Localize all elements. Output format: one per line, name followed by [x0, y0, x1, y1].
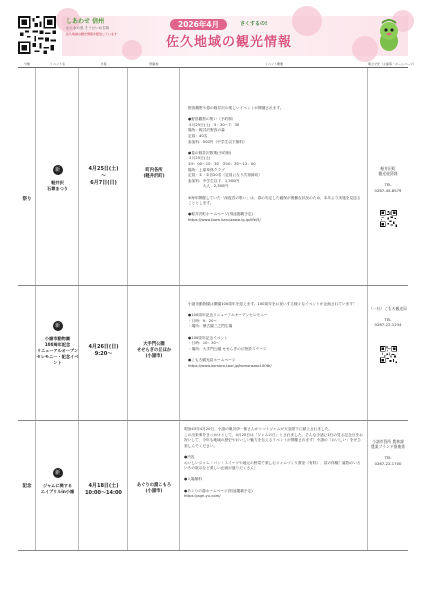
- event-description: 野鳥観察や春の軽井沢の楽しいイベントが開催されます。 ●野鳥観察の集い（予約制） ４月25日(土) 5：30～7：30 場所：軽井沢野鳥の森 定員：40名 参加料：500円（中学生以下無料） ●春の軽井沢散策(予約制) ４月25日(土) ①9：00～10：30 ②10：30～12：00 場所：上原草休クラブ 定員：①・②各20名（定員になり次第締切） 参加料：中学生以下 1,500円 大人 2,500円 ※毎年開催していた「深夜宮の集い」は、春の安定した確保が困難な状況のため、本年より実施を見送ることとします。 ●軽井沢町ホームページ(別途掲載予定) https://www.town.karuizawa.lg.jp/life/5/: [188, 106, 361, 222]
- table-row: [18, 286, 408, 421]
- month-badge: 2026年4月: [170, 19, 227, 30]
- brand-logo: しあわせ 信州: [66, 18, 105, 25]
- cherry-blossom-decoration: [292, 6, 322, 36]
- mascot-icon: [376, 20, 402, 52]
- events-table: [18, 60, 416, 551]
- column-header-event-name: イベント名: [49, 62, 65, 66]
- brand-subtitle: 山と水の里 そうせいめ名物: [66, 26, 110, 30]
- page-title: 佐久地域の観光情報: [166, 35, 293, 50]
- event-qr-code[interactable]: [380, 210, 397, 227]
- table-row: [18, 421, 408, 551]
- event-name: 軽井沢 石尊まつり: [47, 180, 68, 191]
- cherry-blossom-decoration: [122, 40, 142, 60]
- event-dates: 4月25日(土) ～ 6月7日(日): [88, 166, 119, 186]
- contact-cell: [368, 421, 408, 550]
- new-badge: 新: [53, 468, 63, 478]
- event-name-cell: [36, 286, 79, 420]
- qr-code-icon: [380, 210, 397, 227]
- event-contact: （一社）こもろ観光局 TEL 0267-22-1234: [369, 306, 407, 328]
- venue-cell: [128, 421, 180, 550]
- event-dates: 4月26日(日) 9:20～: [88, 344, 119, 357]
- header-banner: [62, 16, 408, 56]
- header-qr-code[interactable]: [18, 16, 56, 54]
- table-row: [18, 68, 408, 286]
- event-dates: 4月18日(土) 10:00～14:00: [85, 483, 122, 496]
- event-venue: あぐりの湯こもろ (小諸市): [136, 483, 172, 494]
- category-label: 祭り: [22, 197, 32, 202]
- table-header: [18, 60, 416, 68]
- event-name: 小諸市動物園 100周年記念 リニューアルオープン セレモニー・記念イベント: [36, 336, 79, 365]
- brand-block: [66, 18, 118, 36]
- description-cell: [180, 68, 368, 285]
- date-cell: [79, 68, 128, 285]
- date-cell: [79, 421, 128, 550]
- page-header: [18, 16, 408, 56]
- cherry-blossom-decoration: [352, 36, 378, 62]
- column-header-venue: 開催地: [149, 62, 159, 66]
- category-cell: [18, 421, 36, 550]
- event-name: ジャムに関する エイプリルin小諸: [40, 483, 75, 494]
- event-qr-code[interactable]: [380, 346, 397, 363]
- contact-cell: [368, 68, 408, 285]
- event-venue: 町内各所 (軽井沢町): [143, 168, 165, 179]
- column-header-dates: 日程: [100, 62, 107, 66]
- new-badge: 新: [53, 165, 63, 175]
- event-contact: 軽井沢町 観光経済課 TEL 0267-45-8579: [374, 166, 402, 193]
- description-cell: [180, 286, 368, 420]
- category-cell: [18, 286, 36, 420]
- event-description: 小諸市動物園は開園100周年を迎えます。100周年をお祝いする様々なイベントが企画されています！ ●100周年記念リニューアルオープンセレモニー ・日時：9：20～ ・場所：懐古園三之門広場 ●100周年記念イベント ・日時：10：30～ ・場所：大手門公園 せせらぎの丘特設ステージ ●こもろ観光局ホームページ https://www.komoro-tour.jp/komorozoo100th/: [188, 302, 357, 368]
- contact-cell: [368, 286, 408, 420]
- category-label: 記念: [22, 484, 32, 489]
- date-cell: [79, 286, 128, 420]
- venue-cell: [128, 286, 180, 420]
- category-cell: [18, 68, 36, 285]
- column-header-description: イベント概要: [264, 62, 283, 66]
- qr-code-icon: [18, 16, 56, 54]
- event-name-cell: [36, 421, 79, 550]
- event-contact: 小諸市役所 農林課 農業ブランド推進係 TEL 0267-22-1700: [370, 439, 406, 466]
- qr-code-icon: [380, 346, 397, 363]
- column-header-category: 分類: [23, 62, 30, 66]
- event-name-cell: [36, 68, 79, 285]
- new-badge: 新: [53, 321, 63, 331]
- header-tagline: さくするの!: [240, 21, 268, 27]
- event-description: 明治43年4月20日、小諸の亀川伊一郎さんがトマトジャムが天皇陛下に献上されました。 この出来事をきっかけとして、4月20日は「ジャムの日」とされました。そんな小諸に1行の見る記念日をお祝いして、今年も地域の歴史やおいしい魅力を伝えるイベントが開催されます！小諸の「おいしい」をぜひ楽しんでください。 ●内容 おいしいジャム・パン・スイーツや地元の野菜で楽しむジャムづくり教室（有料）、試の体験！疑物のいろいろの展示など楽しい企画が盛りだくさん！ ●入場無料 ●あぐりの湯ホームページ(別途掲載予定) https://agri-yu.com/: [184, 427, 363, 499]
- brand-note: 佐久地域の観光情報を配信しています: [66, 32, 118, 36]
- event-venue: 大手門公園 せせらぎの丘ほか (小諸市): [136, 342, 172, 359]
- column-header-contact: 問合せ先（主催等・ホームページ）: [368, 62, 416, 66]
- venue-cell: [128, 68, 180, 285]
- description-cell: [180, 421, 368, 550]
